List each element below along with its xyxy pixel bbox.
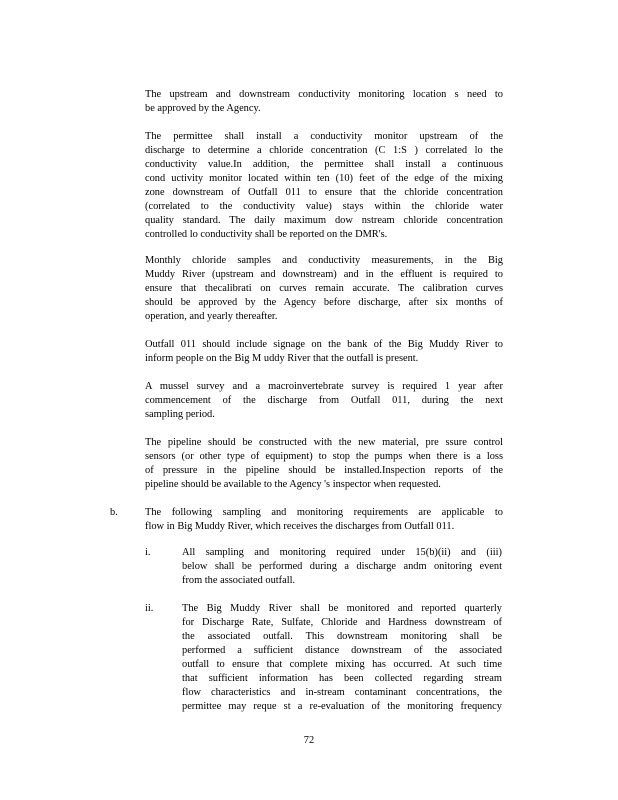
text-line: below shall be performed during a discharge andm onitoring event bbox=[182, 561, 502, 572]
sub-item-i-text bbox=[182, 546, 502, 588]
text-line: pipeline should be available to the Agency 's inspector when requested. bbox=[145, 479, 441, 490]
text-line: discharge to determine a chloride concentration (C 1:S ) correlated lo the bbox=[145, 145, 503, 156]
text-line: controlled lo conductivity shall be reported on the DMR's. bbox=[145, 229, 388, 240]
text-line: commencement of the discharge from Outfall 011, during the next bbox=[145, 395, 503, 406]
text-line: inform people on the Big M uddy River that the outfall is present. bbox=[145, 353, 419, 364]
text-line: sampling period. bbox=[145, 409, 215, 420]
paragraph-signage bbox=[145, 338, 503, 366]
text-line: that sufficient information has been collected regarding stream bbox=[182, 673, 502, 684]
text-line: conductivity value.In addition, the permittee shall install a continuous bbox=[145, 159, 503, 170]
text-line: A mussel survey and a macroinvertebrate survey is required 1 year after bbox=[145, 381, 503, 392]
sub-item-i-marker: i. bbox=[145, 547, 151, 558]
text-line: The pipeline should be constructed with the new material, pre ssure control bbox=[145, 437, 503, 448]
text-line: sensors (or other type of equipment) to stop the pumps when there is a loss bbox=[145, 451, 503, 462]
text-line: zone downstream of Outfall 011 to ensure that the chloride concentration bbox=[145, 187, 503, 198]
text-line: All sampling and monitoring required under 15(b)(ii) and (iii) bbox=[182, 547, 502, 558]
text-line: Monthly chloride samples and conductivity measurements, in the Big bbox=[145, 255, 503, 266]
text-line: of pressure in the pipeline should be installed.Inspection reports of the bbox=[145, 465, 503, 476]
text-line: The following sampling and monitoring requirements are applicable to bbox=[145, 507, 503, 518]
text-line: The upstream and downstream conductivity monitoring location s need to bbox=[145, 89, 503, 100]
text-line: (correlated to the conductivity value) stays within the chloride water bbox=[145, 201, 503, 212]
text-line: cond uctivity monitor located within ten (10) feet of the edge of the mixing bbox=[145, 173, 503, 184]
sub-item-ii-text bbox=[182, 602, 502, 714]
text-line: performed a sufficient distance downstream of the associated bbox=[182, 645, 502, 656]
text-line: quality standard. The daily maximum dow nstream chloride concentration bbox=[145, 215, 503, 226]
paragraph-pipeline bbox=[145, 436, 503, 492]
item-b-marker: b. bbox=[110, 507, 118, 518]
text-line: for Discharge Rate, Sulfate, Chloride and Hardness downstream of bbox=[182, 617, 502, 628]
text-line: outfall to ensure that complete mixing has occurred. At such time bbox=[182, 659, 502, 670]
text-line: The Big Muddy River shall be monitored and reported quarterly bbox=[182, 603, 502, 614]
paragraph-monthly-samples bbox=[145, 254, 503, 324]
paragraph-mussel-survey bbox=[145, 380, 503, 422]
paragraph-conductivity-monitor bbox=[145, 130, 503, 242]
page-number: 72 bbox=[303, 735, 315, 746]
text-line: permittee may reque st a re-evaluation of the monitoring frequency bbox=[182, 701, 502, 712]
text-line: The permittee shall install a conductivity monitor upstream of the bbox=[145, 131, 503, 142]
text-line: ensure that thecalibrati on curves remain accurate. The calibration curves bbox=[145, 283, 503, 294]
text-line: Muddy River (upstream and downstream) and in the effluent is required to bbox=[145, 269, 503, 280]
text-line: operation, and yearly thereafter. bbox=[145, 311, 278, 322]
text-line: from the associated outfall. bbox=[182, 575, 296, 586]
paragraph-conductivity-location bbox=[145, 88, 503, 116]
text-line: Outfall 011 should include signage on the bank of the Big Muddy River to bbox=[145, 339, 503, 350]
text-line: should be approved by the Agency before discharge, after six months of bbox=[145, 297, 503, 308]
text-line: the associated outfall. This downstream monitoring shall be bbox=[182, 631, 502, 642]
text-line: flow characteristics and in-stream contaminant concentrations, the bbox=[182, 687, 502, 698]
sub-item-ii-marker: ii. bbox=[145, 603, 154, 614]
item-b-text bbox=[145, 506, 503, 534]
text-line: flow in Big Muddy River, which receives the discharges from Outfall 011. bbox=[145, 521, 455, 532]
text-line: be approved by the Agency. bbox=[145, 103, 261, 114]
